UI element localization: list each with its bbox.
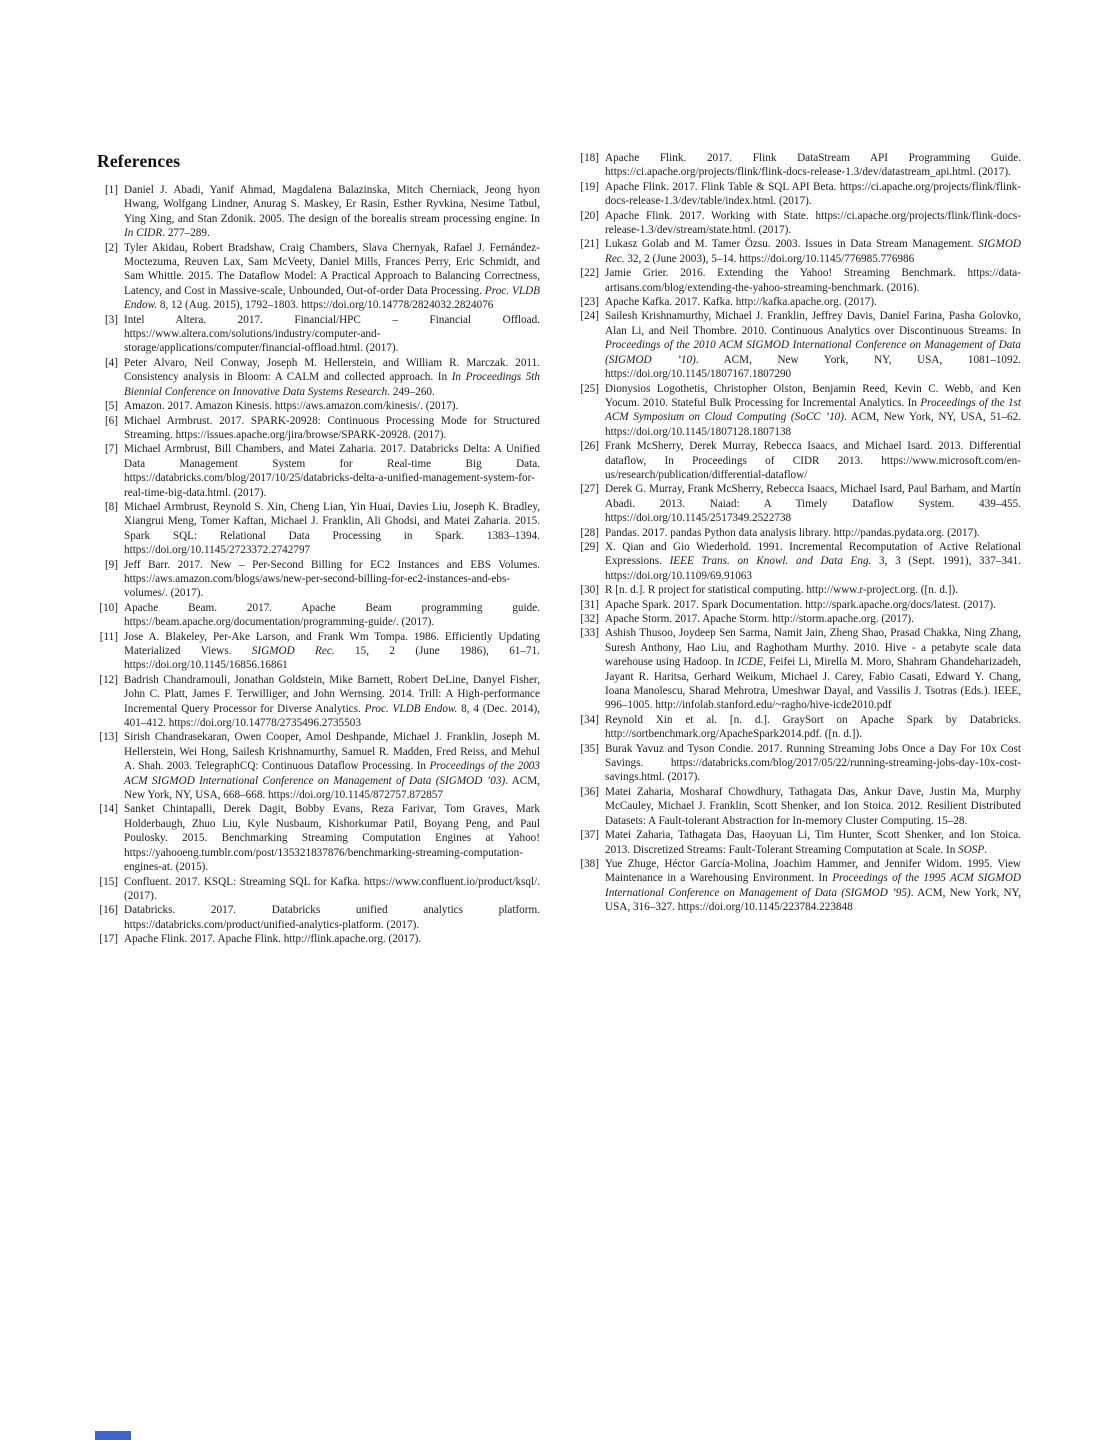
reference-number: [25]: [580, 382, 599, 395]
reference-text-segment: X. Qian and Gio Wiederhold. 1991. Incremental Recomputation of Active Relational Expressions.: [605, 540, 1021, 568]
reference-item: [578, 857, 1021, 915]
reference-item: [578, 209, 1021, 238]
reference-item: [578, 828, 1021, 857]
reference-number: [36]: [580, 785, 599, 798]
reference-item: [97, 630, 540, 673]
reference-text-segment: Apache Flink. 2017. Flink Table & SQL API Beta. https://ci.apache.org/projects/flink/flink-docs-release-1.3/dev/table/index.html. (2017).: [605, 180, 1021, 208]
reference-text: [124, 602, 540, 628]
reference-item: [97, 601, 540, 630]
reference-item: [97, 356, 540, 399]
reference-number: [27]: [580, 483, 599, 496]
reference-text: [605, 181, 1021, 207]
reference-number: [2]: [104, 241, 118, 254]
reference-venue-italic: IEEE Trans. on Knowl. and Data Eng.: [669, 555, 872, 568]
reference-item: [578, 540, 1021, 583]
reference-text: [605, 714, 1021, 740]
reference-number: [11]: [99, 630, 118, 643]
reference-text: [605, 152, 1021, 178]
reference-item: [578, 382, 1021, 440]
reference-text-segment: 8, 12 (Aug. 2015), 1792–1803. https://doi.org/10.14778/2824032.2824076: [157, 299, 494, 312]
reference-item: [578, 309, 1021, 381]
reference-venue-italic: SOSP: [958, 843, 985, 856]
reference-text-segment: . ACM, New York, NY, USA, 51–62. https://doi.org/10.1145/1807128.1807138: [605, 411, 1021, 438]
two-column-layout: [97, 151, 1021, 947]
reference-item: [97, 414, 540, 443]
reference-text-segment: Tyler Akidau, Robert Bradshaw, Craig Chambers, Slava Chernyak, Rafael J. Fernández-Moctezuma, Reuven Lax, Sam McVeety, Daniel Mills, Frances Perry, Eric Schmidt, and Sam Whittle. 2015. The Dataflow Model: A Practical Approach to Balancing Correctness, Latency, and Cost in Massive-scale, Unbounded, Out-of-order Data Processing.: [124, 241, 540, 297]
reference-item: [97, 442, 540, 500]
reference-number: [3]: [104, 313, 118, 326]
reference-text: [124, 184, 540, 239]
reference-text-segment: Apache Flink. 2017. Flink DataStream API Programming Guide. https://ci.apache.org/projects/flink/flink-docs-release-1.3/dev/datastream_api.html. (2017).: [605, 152, 1021, 179]
reference-text-segment: Michael Armbrust, Bill Chambers, and Matei Zaharia. 2017. Databricks Delta: A Unified Data Management System for Real-time Big Data. https://databricks.com/blog/2017/10/25/databricks-delta-a-unified-management-system-for-real-time-big-data.html. (2017).: [124, 443, 540, 499]
reference-text: [124, 904, 540, 930]
reference-text: [605, 310, 1021, 380]
reference-text-segment: Dionysios Logothetis, Christopher Olston, Benjamin Reed, Kevin C. Webb, and Ken Yocum. 2010. Stateful Bulk Processing for Incremental Analytics. In: [605, 382, 1021, 409]
reference-text-segment: Derek G. Murray, Frank McSherry, Rebecca Isaacs, Michael Isard, Paul Barham, and Martín Abadi. 2013. Naiad: A Timely Dataflow System. 439–455. https://doi.org/10.1145/2517349.2522738: [605, 483, 1021, 525]
reference-number: [21]: [580, 238, 599, 251]
reference-number: [33]: [580, 627, 599, 640]
reference-text: [124, 501, 540, 556]
footer-blue-mark: [95, 1431, 131, 1440]
reference-text-segment: Matei Zaharia, Tathagata Das, Haoyuan Li, Tim Hunter, Scott Shenker, and Ion Stoica. 2013. Discretized Streams: Fault-Tolerant Streaming Computation at Scale. In: [605, 829, 1021, 856]
reference-item: [578, 583, 1021, 597]
reference-item: [578, 151, 1021, 180]
reference-text: [605, 527, 980, 539]
reference-text-segment: 8, 4 (Dec. 2014), 401–412. https://doi.org/10.14778/2735496.2735503: [124, 702, 540, 730]
reference-number: [35]: [580, 742, 599, 755]
reference-venue-italic: ICDE: [737, 656, 764, 669]
reference-number: [6]: [104, 414, 118, 427]
references-column-left: [97, 151, 540, 947]
reference-item: [578, 482, 1021, 525]
reference-venue-italic: SIGMOD Rec.: [251, 645, 335, 657]
reference-number: [38]: [580, 857, 599, 870]
reference-item: [578, 439, 1021, 482]
reference-text: [124, 631, 540, 672]
reference-number: [1]: [104, 184, 118, 196]
reference-number: [4]: [104, 356, 118, 369]
reference-text: [124, 443, 540, 498]
reference-text: [605, 541, 1021, 582]
reference-item: [578, 612, 1021, 626]
reference-number: [30]: [580, 584, 599, 597]
reference-text-segment: Apache Spark. 2017. Spark Documentation. http://spark.apache.org/docs/latest. (2017).: [605, 598, 996, 611]
reference-item: [578, 266, 1021, 295]
reference-text-segment: Michael Armbrust. 2017. SPARK-20928: Continuous Processing Mode for Structured Streaming. https://issues.apache.org/jira/browse/SPARK-20928. (2017).: [124, 414, 540, 441]
reference-text-segment: Amazon. 2017. Amazon Kinesis. https://aws.amazon.com/kinesis/. (2017).: [124, 400, 459, 413]
reference-text-segment: Reynold Xin et al. [n. d.]. GraySort on Apache Spark by Databricks. http://sortbenchmark.org/ApacheSpark2014.pdf. ([n. d.]).: [605, 713, 1021, 741]
reference-number: [7]: [104, 443, 118, 456]
reference-text: [124, 314, 540, 355]
reference-number: [16]: [99, 904, 118, 917]
reference-text-segment: Apache Flink. 2017. Apache Flink. http://flink.apache.org. (2017).: [124, 933, 422, 946]
reference-number: [34]: [580, 713, 599, 726]
reference-text-segment: , Feifei Li, Mirella M. Moro, Shahram Ghandeharizadeh, Jayant R. Haritsa, Gerhard Weikum, Michael J. Carey, Fabio Casati, Edward Y. Chang, Ioana Manolescu, Sharad Mehrotra, Umeshwar Dayal, and Vassilis J. Tsotras (Eds.). IEEE, 996–1005. http://infolab.stanford.edu/~ragho/hive-icde2010.pdf: [605, 656, 1021, 712]
reference-text: [124, 559, 540, 600]
reference-text: [605, 296, 877, 308]
reference-item: [578, 598, 1021, 612]
reference-text-segment: Sanket Chintapalli, Derek Dagit, Bobby Evans, Reza Farivar, Tom Graves, Mark Holderbaugh, Zhuo Liu, Kyle Nusbaum, Kishorkumar Patil, Boyang Peng, and Paul Poulosky. 2015. Benchmarking Streaming Computation Engines at Yahoo! https://yahooeng.tumblr.com/post/135321837876/benchmarking-streaming-computation-engines-at. (2015).: [124, 803, 540, 874]
reference-item: [97, 558, 540, 601]
reference-number: [20]: [580, 209, 599, 222]
reference-text-segment: Michael Armbrust, Reynold S. Xin, Cheng Lian, Yin Huai, Davies Liu, Joseph K. Bradley, Xiangrui Meng, Tomer Kaftan, Michael J. Franklin, Ali Ghodsi, and Matei Zaharia. 2015. Spark SQL: Relational Data Processing in Spark. 1383–1394. https://doi.org/10.1145/2723372.2742797: [124, 500, 540, 557]
references-heading: References: [97, 151, 181, 171]
reference-text: [605, 267, 1021, 293]
reference-number: [9]: [104, 558, 118, 571]
reference-venue-italic: Proceedings of the 2003 ACM SIGMOD International Conference on Management of Data (SIGMOD ’03): [124, 760, 540, 787]
reference-venue-italic: Proceedings of the 1st ACM Symposium on Cloud Computing (SoCC ’10): [605, 396, 1022, 424]
reference-text-segment: Apache Beam. 2017. Apache Beam programming guide. https://beam.apache.org/documentation/programming-guide/. (2017).: [124, 601, 540, 629]
references-column-right: [578, 151, 1021, 947]
reference-text-segment: 3, 3 (Sept. 1991), 337–341. https://doi.org/10.1109/69.91063: [605, 555, 1022, 582]
reference-item: [578, 180, 1021, 209]
reference-text-segment: Sailesh Krishnamurthy, Michael J. Franklin, Jeffrey Davis, Daniel Farina, Pasha Golovko, Alan Li, and Neil Thombre. 2010. Continuous Analytics over Discontinuous Streams. In: [605, 310, 1021, 337]
reference-text-segment: Lukasz Golab and M. Tamer Özsu. 2003. Issues in Data Stream Management.: [605, 238, 979, 251]
reference-item: [97, 241, 540, 313]
reference-text-segment: . ACM, New York, NY, USA, 1081–1092. https://doi.org/10.1145/1807167.1807290: [605, 353, 1021, 381]
reference-text-segment: Daniel J. Abadi, Yanif Ahmad, Magdalena Balazinska, Mitch Cherniack, Jeong hyon Hwang, Wolfgang Lindner, Anurag S. Maskey, Er Rasin, Esther Ryvkina, Nesime Tatbul, Ying Xing, and Stan Zdonik. 2005. The design of the borealis stream processing engine. In: [124, 184, 540, 225]
reference-text: [124, 876, 540, 902]
reference-text-segment: Pandas. 2017. pandas Python data analysis library. http://pandas.pydata.org. (2017).: [605, 526, 980, 539]
reference-text-segment: 32, 2 (June 2003), 5–14. https://doi.org/10.1145/776985.776986: [624, 252, 915, 265]
reference-text: [124, 933, 421, 945]
reference-text-segment: Intel Altera. 2017. Financial/HPC – Financial Offload. https://www.altera.com/solutions/industry/computer-and-storage/applications/computer/financial-offload.html. (2017).: [124, 313, 540, 355]
reference-number: [13]: [99, 731, 118, 744]
reference-venue-italic: In Proceedings 5th Biennial Conference on Innovative Data Systems Research: [124, 371, 541, 398]
reference-text: [605, 627, 1021, 711]
reference-venue-italic: Proceedings of the 1995 ACM SIGMOD International Conference on Management of Data (SIGMOD ’95): [605, 872, 1021, 899]
reference-number: [26]: [580, 440, 599, 453]
reference-number: [31]: [580, 598, 599, 611]
reference-text-segment: Yue Zhuge, Héctor García-Molina, Joachim Hammer, and Jennifer Widom. 1995. View Maintenance in a Warehousing Environment. In: [605, 857, 1021, 885]
reference-text-segment: Matei Zaharia, Mosharaf Chowdhury, Tathagata Das, Ankur Dave, Justin Ma, Murphy McCauley, Michael J. Franklin, Scott Shenker, and Ion Stoica. 2012. Resilient Distributed Datasets: A Fault-tolerant Abstraction for In-memory Cluster Computing. 15–28.: [605, 785, 1021, 827]
reference-number: [19]: [580, 180, 599, 193]
reference-text-segment: Jeff Barr. 2017. New – Per-Second Billing for EC2 Instances and EBS Volumes. https://aws.amazon.com/blogs/aws/new-per-second-billing-for-ec2-instances-and-ebs-volumes/. (2017).: [124, 558, 540, 600]
reference-item: [578, 295, 1021, 309]
reference-venue-italic: Proc. VLDB Endow.: [124, 284, 540, 312]
reference-text-segment: .: [984, 843, 987, 856]
reference-number: [12]: [99, 673, 118, 686]
reference-text-segment: Badrish Chandramouli, Jonathan Goldstein, Mike Barnett, Robert DeLine, Danyel Fisher, John C. Platt, James F. Terwilliger, and John Wernsing. 2014. Trill: A High-performance Incremental Query Processor for Diverse Analytics.: [124, 673, 540, 715]
reference-number: [10]: [99, 601, 118, 614]
reference-number: [23]: [580, 296, 599, 309]
reference-number: [37]: [580, 829, 599, 842]
reference-venue-italic: SIGMOD Rec.: [605, 238, 1021, 265]
reference-text: [124, 415, 540, 441]
reference-text-segment: . ACM, New York, NY, USA, 316–327. https://doi.org/10.1145/223784.223848: [605, 886, 1021, 914]
reference-text: [605, 829, 1021, 855]
reference-text: [124, 674, 540, 729]
reference-item: [97, 500, 540, 558]
reference-number: [15]: [99, 875, 118, 888]
reference-item: [578, 742, 1021, 785]
reference-text: [124, 357, 540, 398]
reference-text: [605, 440, 1021, 481]
reference-text: [605, 584, 958, 596]
reference-number: [28]: [580, 526, 599, 539]
reference-item: [97, 673, 540, 731]
reference-text-segment: . 277–289.: [162, 227, 210, 240]
reference-text: [605, 858, 1021, 913]
reference-text-segment: Apache Kafka. 2017. Kafka. http://kafka.apache.org. (2017).: [605, 296, 877, 309]
reference-text-segment: Peter Alvaro, Neil Conway, Joseph M. Hellerstein, and William R. Marczak. 2011. Consistency analysis in Bloom: A CALM and collected approach. In: [124, 356, 540, 384]
reference-text-segment: Sirish Chandrasekaran, Owen Cooper, Amol Deshpande, Michael J. Franklin, Joseph M. Hellerstein, Wei Hong, Sailesh Krishnamurthy, Samuel R. Madden, Fred Reiss, and Mehul A. Shah. 2003. TelegraphCQ: Continuous Dataflow Processing. In: [124, 731, 540, 773]
reference-item: [97, 932, 540, 946]
references-section: [97, 151, 1021, 947]
reference-text-segment: Frank McSherry, Derek Murray, Rebecca Isaacs, and Michael Isard. 2013. Differential dataflow, In Proceedings of CIDR 2013. https://www.microsoft.com/en-us/research/publication/differential-dataflow/: [605, 440, 1021, 481]
reference-text: [605, 786, 1021, 827]
reference-item: [578, 785, 1021, 828]
reference-text: [605, 383, 1021, 438]
reference-text-segment: Jose A. Blakeley, Per-Ake Larson, and Frank Wm Tompa. 1986. Efficiently Updating Materialized Views.: [124, 630, 540, 657]
reference-text-segment: . 249–260.: [387, 385, 435, 398]
reference-text-segment: Confluent. 2017. KSQL: Streaming SQL for Kafka. https://www.confluent.io/product/ksql/. (2017).: [124, 875, 540, 902]
reference-number: [5]: [104, 400, 118, 413]
reference-number: [14]: [99, 803, 118, 816]
reference-item: [578, 526, 1021, 540]
reference-number: [29]: [580, 540, 599, 553]
reference-venue-italic: Proceedings of the 2010 ACM SIGMOD International Conference on Management of Data (SIGMOD ’10): [605, 339, 1021, 366]
reference-item: [97, 903, 540, 932]
reference-text: [124, 803, 540, 873]
reference-text: [124, 400, 458, 412]
reference-text-segment: 15, 2 (June 1986), 61–71. https://doi.org/10.1145/16856.16861: [124, 645, 540, 672]
reference-text-segment: Databricks. 2017. Databricks unified analytics platform. https://databricks.com/product/unified-analytics-platform. (2017).: [124, 904, 540, 931]
reference-item: [578, 626, 1021, 712]
reference-text: [605, 483, 1021, 524]
reference-text-segment: Apache Flink. 2017. Working with State. https://ci.apache.org/projects/flink/flink-docs-release-1.3/dev/stream/state.html. (2017).: [605, 209, 1021, 237]
reference-text-segment: Apache Storm. 2017. Apache Storm. http://storm.apache.org. (2017).: [605, 613, 914, 625]
reference-venue-italic: Proc. VLDB Endow.: [364, 702, 458, 715]
reference-text-segment: Burak Yavuz and Tyson Condie. 2017. Running Streaming Jobs Once a Day For 10x Cost Savings. https://databricks.com/blog/2017/05/22/running-streaming-jobs-day-10x-cost-savings.html. (2017).: [605, 742, 1021, 784]
reference-item: [97, 183, 540, 241]
reference-text: [124, 242, 540, 312]
reference-item: [97, 399, 540, 413]
reference-text: [605, 613, 914, 625]
reference-text: [124, 731, 540, 801]
reference-text-segment: . ACM, New York, NY, USA, 668–668. https://doi.org/10.1145/872757.872857: [124, 774, 540, 802]
reference-text: [605, 238, 1021, 264]
reference-text-segment: Jamie Grier. 2016. Extending the Yahoo! Streaming Benchmark. https://data-artisans.com/blog/extending-the-yahoo-streaming-benchmark. (2016).: [605, 267, 1021, 294]
reference-venue-italic: In CIDR: [124, 227, 163, 240]
reference-number: [8]: [104, 500, 118, 513]
reference-text: [605, 599, 996, 611]
reference-text: [605, 743, 1021, 784]
reference-number: [17]: [99, 933, 118, 946]
reference-item: [578, 713, 1021, 742]
reference-number: [18]: [580, 152, 599, 164]
reference-item: [97, 313, 540, 356]
reference-number: [24]: [580, 310, 599, 323]
reference-item: [97, 875, 540, 904]
reference-text-segment: Ashish Thusoo, Joydeep Sen Sarma, Namit Jain, Zheng Shao, Prasad Chakka, Ning Zhang, Suresh Anthony, Hao Liu, and Raghotham Murthy. 2010. Hive - a petabyte scale data warehouse using Hadoop. In: [605, 627, 1021, 669]
reference-item: [97, 730, 540, 802]
reference-number: [22]: [580, 267, 599, 280]
reference-text: [605, 210, 1021, 236]
reference-number: [32]: [580, 613, 599, 625]
reference-item: [97, 802, 540, 874]
reference-item: [578, 237, 1021, 266]
reference-text-segment: R [n. d.]. R project for statistical computing. http://www.r-project.org. ([n. d.]).: [605, 584, 959, 597]
